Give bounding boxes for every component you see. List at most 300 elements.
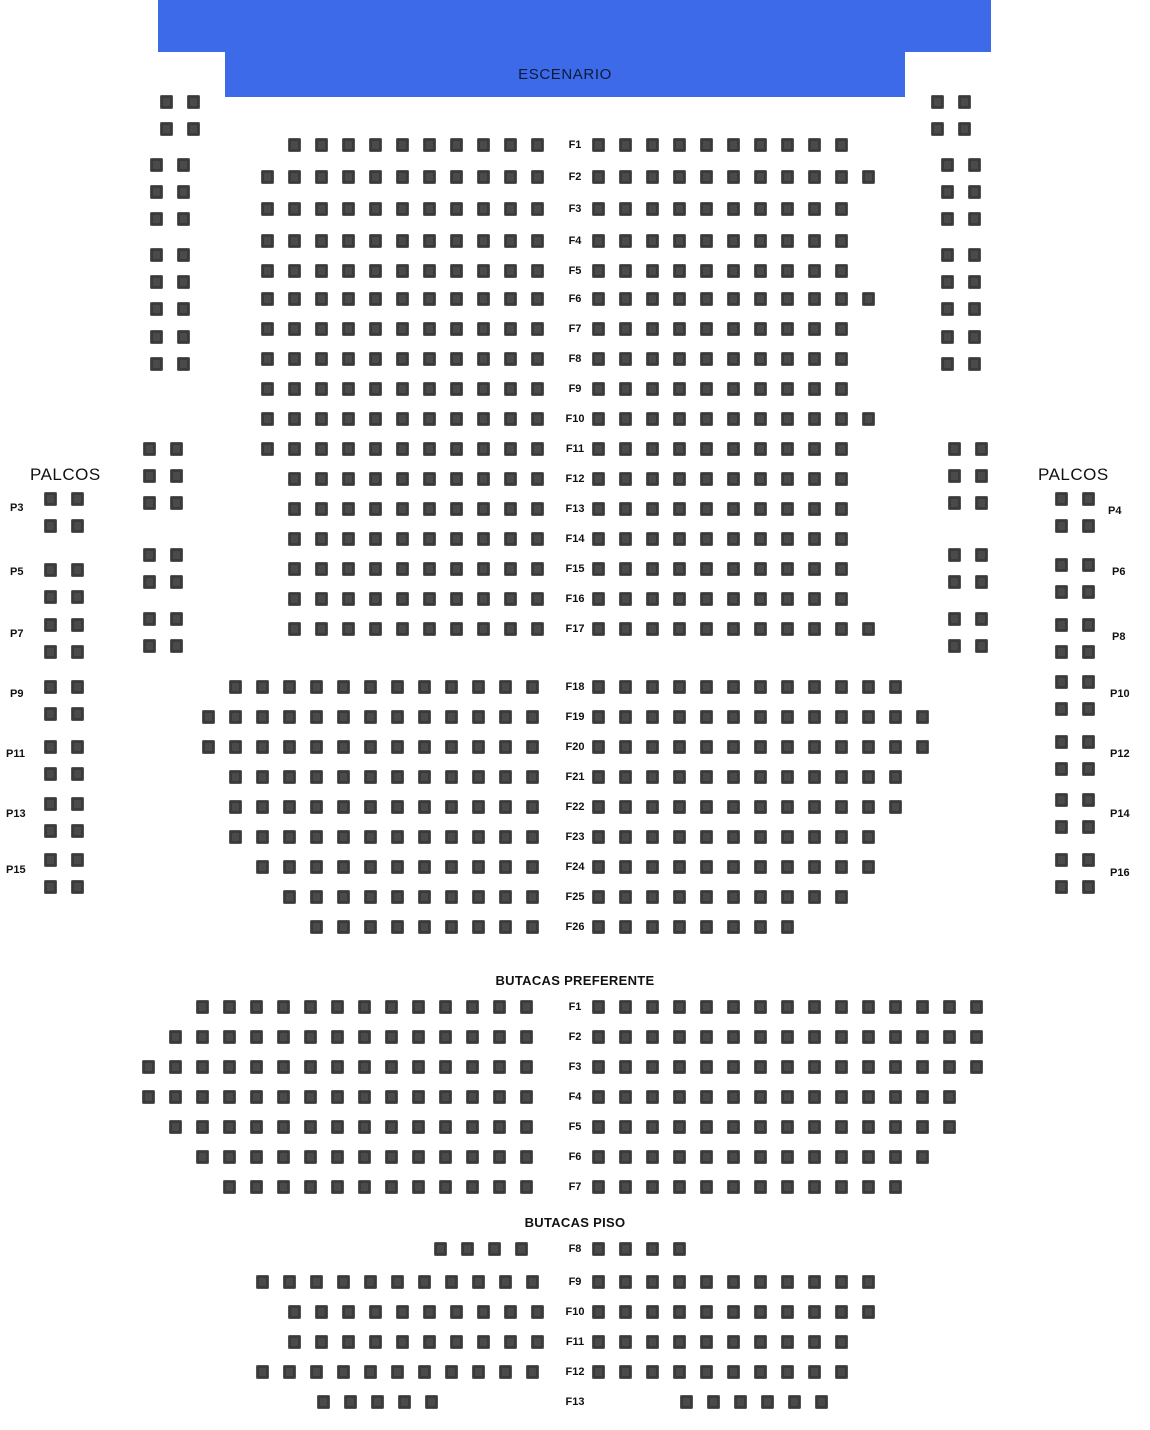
seat-main-F5-L10[interactable] <box>504 264 517 278</box>
seat-main-F1-R3[interactable] <box>646 138 659 152</box>
palco-P9-seat-0-1[interactable] <box>71 680 84 694</box>
seat-preferente-F3-L3[interactable] <box>196 1060 209 1074</box>
seat-main-F18-R3[interactable] <box>646 680 659 694</box>
seat-main-F19-L10[interactable] <box>445 710 458 724</box>
seat-preferente-F4-R1[interactable] <box>592 1090 605 1104</box>
seat-main-F14-L8[interactable] <box>477 532 490 546</box>
seat-main-F8-R5[interactable] <box>700 352 713 366</box>
palco-seat-left-3-1-1[interactable] <box>177 275 190 289</box>
seat-preferente-F3-L6[interactable] <box>277 1060 290 1074</box>
seat-main-F22-L1[interactable] <box>229 800 242 814</box>
palco-P14-seat-0-0[interactable] <box>1055 793 1068 807</box>
seat-main-F6-L7[interactable] <box>423 292 436 306</box>
seat-main-F10-R2[interactable] <box>619 412 632 426</box>
seat-preferente-F3-R5[interactable] <box>700 1060 713 1074</box>
seat-main-F8-L2[interactable] <box>288 352 301 366</box>
seat-main-F2-L9[interactable] <box>477 170 490 184</box>
seat-main-F23-R6[interactable] <box>727 830 740 844</box>
seat-main-F11-L6[interactable] <box>396 442 409 456</box>
seat-preferente-F5-R3[interactable] <box>646 1120 659 1134</box>
seat-main-F7-R4[interactable] <box>673 322 686 336</box>
seat-preferente-F6-L3[interactable] <box>250 1150 263 1164</box>
seat-preferente-F3-L1[interactable] <box>142 1060 155 1074</box>
seat-main-F23-R3[interactable] <box>646 830 659 844</box>
seat-main-F12-L3[interactable] <box>342 472 355 486</box>
seat-main-F2-L7[interactable] <box>423 170 436 184</box>
seat-preferente-F3-L8[interactable] <box>331 1060 344 1074</box>
seat-piso-F11-R1[interactable] <box>592 1335 605 1349</box>
seat-piso-F12-L8[interactable] <box>445 1365 458 1379</box>
seat-main-F11-R7[interactable] <box>754 442 767 456</box>
palco-P16-seat-1-1[interactable] <box>1082 880 1095 894</box>
seat-main-F3-R6[interactable] <box>727 202 740 216</box>
seat-main-F17-L1[interactable] <box>288 622 301 636</box>
seat-main-F5-L1[interactable] <box>261 264 274 278</box>
seat-main-F22-L7[interactable] <box>391 800 404 814</box>
palco-seat-left-3-2-0[interactable] <box>150 302 163 316</box>
seat-main-F16-L7[interactable] <box>450 592 463 606</box>
seat-main-F10-L7[interactable] <box>423 412 436 426</box>
seat-preferente-F1-L7[interactable] <box>358 1000 371 1014</box>
seat-main-F26-R5[interactable] <box>700 920 713 934</box>
seat-main-F15-R5[interactable] <box>700 562 713 576</box>
seat-piso-F9-L3[interactable] <box>310 1275 323 1289</box>
seat-preferente-F3-R8[interactable] <box>781 1060 794 1074</box>
seat-main-F20-R13[interactable] <box>916 740 929 754</box>
seat-preferente-F2-R10[interactable] <box>835 1030 848 1044</box>
seat-preferente-F6-R11[interactable] <box>862 1150 875 1164</box>
seat-preferente-F2-L7[interactable] <box>331 1030 344 1044</box>
seat-preferente-F4-L3[interactable] <box>196 1090 209 1104</box>
palco-P9-seat-1-1[interactable] <box>71 707 84 721</box>
seat-main-F18-L12[interactable] <box>526 680 539 694</box>
seat-main-F5-R1[interactable] <box>592 264 605 278</box>
palco-seat-left-5-2-1[interactable] <box>170 496 183 510</box>
seat-main-F24-R10[interactable] <box>835 860 848 874</box>
seat-main-F3-L3[interactable] <box>315 202 328 216</box>
seat-preferente-F5-L1[interactable] <box>169 1120 182 1134</box>
seat-preferente-F7-R11[interactable] <box>862 1180 875 1194</box>
seat-piso-F12-L3[interactable] <box>310 1365 323 1379</box>
seat-main-F10-R5[interactable] <box>700 412 713 426</box>
seat-preferente-F3-L2[interactable] <box>169 1060 182 1074</box>
seat-preferente-F5-R14[interactable] <box>943 1120 956 1134</box>
seat-preferente-F7-R6[interactable] <box>727 1180 740 1194</box>
seat-main-F4-R2[interactable] <box>619 234 632 248</box>
seat-preferente-F2-L13[interactable] <box>493 1030 506 1044</box>
seat-preferente-F2-L3[interactable] <box>223 1030 236 1044</box>
seat-piso-F10-L3[interactable] <box>342 1305 355 1319</box>
seat-preferente-F7-L5[interactable] <box>331 1180 344 1194</box>
seat-piso-F9-R4[interactable] <box>673 1275 686 1289</box>
seat-main-F22-R10[interactable] <box>835 800 848 814</box>
palco-seat-left-7-1-0[interactable] <box>143 639 156 653</box>
seat-preferente-F4-R2[interactable] <box>619 1090 632 1104</box>
seat-main-F7-L7[interactable] <box>423 322 436 336</box>
palco-P14-seat-0-1[interactable] <box>1082 793 1095 807</box>
seat-preferente-F1-R1[interactable] <box>592 1000 605 1014</box>
seat-main-F6-R9[interactable] <box>808 292 821 306</box>
palco-P3-seat-0-1[interactable] <box>71 492 84 506</box>
palco-P3-seat-0-0[interactable] <box>44 492 57 506</box>
seat-main-F23-L11[interactable] <box>499 830 512 844</box>
seat-piso-F9-L6[interactable] <box>391 1275 404 1289</box>
seat-piso-F13-L2[interactable] <box>344 1395 357 1409</box>
seat-main-F5-L3[interactable] <box>315 264 328 278</box>
seat-main-F16-L8[interactable] <box>477 592 490 606</box>
seat-main-F26-R4[interactable] <box>673 920 686 934</box>
seat-main-F21-R2[interactable] <box>619 770 632 784</box>
seat-main-F24-L6[interactable] <box>391 860 404 874</box>
seat-main-F20-R2[interactable] <box>619 740 632 754</box>
seat-piso-F12-L10[interactable] <box>499 1365 512 1379</box>
seat-main-F23-L12[interactable] <box>526 830 539 844</box>
seat-main-F8-R1[interactable] <box>592 352 605 366</box>
seat-preferente-F4-R10[interactable] <box>835 1090 848 1104</box>
seat-preferente-F6-R6[interactable] <box>727 1150 740 1164</box>
seat-main-F1-L3[interactable] <box>342 138 355 152</box>
seat-main-F16-R10[interactable] <box>835 592 848 606</box>
palco-seat-right-1-0-0[interactable] <box>931 122 944 136</box>
seat-main-F26-R1[interactable] <box>592 920 605 934</box>
seat-preferente-F4-L15[interactable] <box>520 1090 533 1104</box>
seat-main-F21-R10[interactable] <box>835 770 848 784</box>
palco-seat-left-5-0-0[interactable] <box>143 442 156 456</box>
palco-P15-seat-1-1[interactable] <box>71 880 84 894</box>
seat-preferente-F6-L12[interactable] <box>493 1150 506 1164</box>
seat-piso-F9-R10[interactable] <box>835 1275 848 1289</box>
seat-main-F8-L10[interactable] <box>504 352 517 366</box>
seat-main-F9-L7[interactable] <box>423 382 436 396</box>
seat-preferente-F6-R2[interactable] <box>619 1150 632 1164</box>
palco-P4-seat-1-1[interactable] <box>1082 519 1095 533</box>
seat-main-F6-L2[interactable] <box>288 292 301 306</box>
palco-seat-left-4-1-0[interactable] <box>150 357 163 371</box>
seat-preferente-F2-L10[interactable] <box>412 1030 425 1044</box>
seat-preferente-F1-R6[interactable] <box>727 1000 740 1014</box>
seat-main-F17-R3[interactable] <box>646 622 659 636</box>
seat-preferente-F4-R3[interactable] <box>646 1090 659 1104</box>
seat-main-F6-L4[interactable] <box>342 292 355 306</box>
seat-main-F8-L6[interactable] <box>396 352 409 366</box>
seat-main-F7-L2[interactable] <box>288 322 301 336</box>
seat-preferente-F1-R10[interactable] <box>835 1000 848 1014</box>
seat-main-F17-L8[interactable] <box>477 622 490 636</box>
seat-main-F19-R2[interactable] <box>619 710 632 724</box>
seat-main-F19-L12[interactable] <box>499 710 512 724</box>
seat-main-F17-R9[interactable] <box>808 622 821 636</box>
seat-preferente-F6-L6[interactable] <box>331 1150 344 1164</box>
palco-seat-right-4-1-0[interactable] <box>941 357 954 371</box>
seat-main-F7-R1[interactable] <box>592 322 605 336</box>
seat-preferente-F1-L9[interactable] <box>412 1000 425 1014</box>
seat-preferente-F7-L4[interactable] <box>304 1180 317 1194</box>
seat-preferente-F5-L5[interactable] <box>277 1120 290 1134</box>
seat-main-F20-L1[interactable] <box>202 740 215 754</box>
palco-P7-seat-1-0[interactable] <box>44 645 57 659</box>
seat-preferente-F5-L14[interactable] <box>520 1120 533 1134</box>
seat-preferente-F2-R9[interactable] <box>808 1030 821 1044</box>
seat-piso-F12-L1[interactable] <box>256 1365 269 1379</box>
seat-main-F25-L6[interactable] <box>418 890 431 904</box>
palco-seat-right-0-0-1[interactable] <box>958 95 971 109</box>
seat-preferente-F7-R3[interactable] <box>646 1180 659 1194</box>
seat-piso-F13-L4[interactable] <box>398 1395 411 1409</box>
seat-main-F25-L4[interactable] <box>364 890 377 904</box>
seat-main-F15-R2[interactable] <box>619 562 632 576</box>
seat-main-F9-L3[interactable] <box>315 382 328 396</box>
seat-preferente-F3-R13[interactable] <box>916 1060 929 1074</box>
palco-seat-left-2-0-0[interactable] <box>150 158 163 172</box>
seat-main-F24-R1[interactable] <box>592 860 605 874</box>
palco-seat-right-5-0-0[interactable] <box>948 442 961 456</box>
seat-main-F18-L1[interactable] <box>229 680 242 694</box>
seat-preferente-F5-L9[interactable] <box>385 1120 398 1134</box>
seat-piso-F12-R8[interactable] <box>781 1365 794 1379</box>
seat-piso-F9-R8[interactable] <box>781 1275 794 1289</box>
seat-main-F26-L5[interactable] <box>418 920 431 934</box>
palco-P6-seat-0-1[interactable] <box>1082 558 1095 572</box>
seat-main-F6-L11[interactable] <box>531 292 544 306</box>
seat-main-F3-R7[interactable] <box>754 202 767 216</box>
seat-main-F20-R3[interactable] <box>646 740 659 754</box>
seat-main-F22-R1[interactable] <box>592 800 605 814</box>
palco-seat-left-5-0-1[interactable] <box>170 442 183 456</box>
seat-preferente-F6-L5[interactable] <box>304 1150 317 1164</box>
seat-piso-F12-R3[interactable] <box>646 1365 659 1379</box>
seat-main-F19-L7[interactable] <box>364 710 377 724</box>
seat-main-F18-L2[interactable] <box>256 680 269 694</box>
palco-P13-seat-0-0[interactable] <box>44 797 57 811</box>
palco-seat-left-3-1-0[interactable] <box>150 275 163 289</box>
palco-seat-right-3-2-1[interactable] <box>968 302 981 316</box>
seat-main-F10-R3[interactable] <box>646 412 659 426</box>
seat-main-F22-L2[interactable] <box>256 800 269 814</box>
seat-main-F20-R4[interactable] <box>673 740 686 754</box>
seat-preferente-F5-L12[interactable] <box>466 1120 479 1134</box>
palco-seat-right-1-0-1[interactable] <box>958 122 971 136</box>
seat-main-F17-R6[interactable] <box>727 622 740 636</box>
seat-main-F12-R4[interactable] <box>673 472 686 486</box>
seat-preferente-F4-R5[interactable] <box>700 1090 713 1104</box>
seat-main-F12-R8[interactable] <box>781 472 794 486</box>
seat-main-F3-R1[interactable] <box>592 202 605 216</box>
seat-main-F6-L5[interactable] <box>369 292 382 306</box>
seat-main-F5-L9[interactable] <box>477 264 490 278</box>
seat-main-F24-R4[interactable] <box>673 860 686 874</box>
palco-seat-left-6-0-1[interactable] <box>170 548 183 562</box>
seat-main-F23-L6[interactable] <box>364 830 377 844</box>
seat-main-F21-L8[interactable] <box>418 770 431 784</box>
seat-piso-F8-R2[interactable] <box>619 1242 632 1256</box>
seat-main-F18-R5[interactable] <box>700 680 713 694</box>
seat-main-F26-L9[interactable] <box>526 920 539 934</box>
seat-preferente-F6-L2[interactable] <box>223 1150 236 1164</box>
seat-main-F19-L3[interactable] <box>256 710 269 724</box>
seat-preferente-F4-L2[interactable] <box>169 1090 182 1104</box>
seat-piso-F10-L5[interactable] <box>396 1305 409 1319</box>
seat-main-F18-L10[interactable] <box>472 680 485 694</box>
seat-main-F5-L11[interactable] <box>531 264 544 278</box>
seat-preferente-F3-R4[interactable] <box>673 1060 686 1074</box>
seat-main-F15-L7[interactable] <box>450 562 463 576</box>
palco-seat-left-3-0-1[interactable] <box>177 248 190 262</box>
seat-main-F5-R8[interactable] <box>781 264 794 278</box>
seat-main-F2-R10[interactable] <box>835 170 848 184</box>
seat-piso-F9-R11[interactable] <box>862 1275 875 1289</box>
seat-main-F9-L4[interactable] <box>342 382 355 396</box>
seat-main-F4-L7[interactable] <box>423 234 436 248</box>
seat-main-F13-L5[interactable] <box>396 502 409 516</box>
seat-main-F9-R5[interactable] <box>700 382 713 396</box>
palco-seat-right-5-1-1[interactable] <box>975 469 988 483</box>
seat-preferente-F5-R1[interactable] <box>592 1120 605 1134</box>
seat-main-F13-L2[interactable] <box>315 502 328 516</box>
seat-preferente-F7-L11[interactable] <box>493 1180 506 1194</box>
seat-preferente-F6-R3[interactable] <box>646 1150 659 1164</box>
seat-main-F12-L2[interactable] <box>315 472 328 486</box>
palco-seat-left-7-0-0[interactable] <box>143 612 156 626</box>
seat-main-F15-L3[interactable] <box>342 562 355 576</box>
seat-main-F13-R3[interactable] <box>646 502 659 516</box>
seat-preferente-F5-R6[interactable] <box>727 1120 740 1134</box>
seat-main-F4-L11[interactable] <box>531 234 544 248</box>
seat-main-F21-L10[interactable] <box>472 770 485 784</box>
seat-main-F11-R9[interactable] <box>808 442 821 456</box>
seat-main-F5-L2[interactable] <box>288 264 301 278</box>
seat-preferente-F7-L10[interactable] <box>466 1180 479 1194</box>
seat-piso-F11-R8[interactable] <box>781 1335 794 1349</box>
seat-preferente-F7-R12[interactable] <box>889 1180 902 1194</box>
seat-main-F20-L13[interactable] <box>526 740 539 754</box>
seat-main-F21-R4[interactable] <box>673 770 686 784</box>
seat-main-F24-R9[interactable] <box>808 860 821 874</box>
seat-preferente-F1-L4[interactable] <box>277 1000 290 1014</box>
seat-main-F26-R3[interactable] <box>646 920 659 934</box>
palco-P8-seat-1-0[interactable] <box>1055 645 1068 659</box>
seat-main-F2-L8[interactable] <box>450 170 463 184</box>
seat-main-F24-R7[interactable] <box>754 860 767 874</box>
palco-P3-seat-1-0[interactable] <box>44 519 57 533</box>
seat-main-F16-L4[interactable] <box>369 592 382 606</box>
palco-seat-right-5-1-0[interactable] <box>948 469 961 483</box>
seat-preferente-F4-L5[interactable] <box>250 1090 263 1104</box>
seat-main-F22-L5[interactable] <box>337 800 350 814</box>
seat-main-F23-R7[interactable] <box>754 830 767 844</box>
seat-preferente-F4-R9[interactable] <box>808 1090 821 1104</box>
seat-piso-F10-L6[interactable] <box>423 1305 436 1319</box>
seat-piso-F9-R5[interactable] <box>700 1275 713 1289</box>
seat-preferente-F7-R7[interactable] <box>754 1180 767 1194</box>
seat-main-F20-R7[interactable] <box>754 740 767 754</box>
palco-P12-seat-0-0[interactable] <box>1055 735 1068 749</box>
seat-main-F16-R3[interactable] <box>646 592 659 606</box>
seat-main-F15-L5[interactable] <box>396 562 409 576</box>
seat-main-F17-R7[interactable] <box>754 622 767 636</box>
seat-main-F7-L1[interactable] <box>261 322 274 336</box>
seat-main-F25-L10[interactable] <box>526 890 539 904</box>
palco-P12-seat-1-1[interactable] <box>1082 762 1095 776</box>
palco-P15-seat-0-1[interactable] <box>71 853 84 867</box>
seat-main-F20-R6[interactable] <box>727 740 740 754</box>
seat-piso-F11-L3[interactable] <box>342 1335 355 1349</box>
seat-piso-F11-R7[interactable] <box>754 1335 767 1349</box>
palco-P14-seat-1-1[interactable] <box>1082 820 1095 834</box>
seat-main-F19-L5[interactable] <box>310 710 323 724</box>
seat-main-F8-R3[interactable] <box>646 352 659 366</box>
seat-main-F13-R9[interactable] <box>808 502 821 516</box>
seat-preferente-F4-R7[interactable] <box>754 1090 767 1104</box>
seat-preferente-F2-L2[interactable] <box>196 1030 209 1044</box>
seat-main-F18-L6[interactable] <box>364 680 377 694</box>
seat-preferente-F6-L1[interactable] <box>196 1150 209 1164</box>
seat-piso-F10-R5[interactable] <box>700 1305 713 1319</box>
seat-main-F4-L9[interactable] <box>477 234 490 248</box>
seat-main-F1-R4[interactable] <box>673 138 686 152</box>
seat-preferente-F3-L13[interactable] <box>466 1060 479 1074</box>
seat-piso-F13-R3[interactable] <box>734 1395 747 1409</box>
seat-preferente-F2-R3[interactable] <box>646 1030 659 1044</box>
palco-seat-right-2-1-1[interactable] <box>968 185 981 199</box>
seat-piso-F11-R9[interactable] <box>808 1335 821 1349</box>
seat-main-F18-L11[interactable] <box>499 680 512 694</box>
seat-main-F4-R1[interactable] <box>592 234 605 248</box>
seat-main-F19-R8[interactable] <box>781 710 794 724</box>
seat-main-F9-R1[interactable] <box>592 382 605 396</box>
seat-main-F20-R12[interactable] <box>889 740 902 754</box>
seat-preferente-F4-R8[interactable] <box>781 1090 794 1104</box>
seat-main-F2-R2[interactable] <box>619 170 632 184</box>
seat-main-F13-L4[interactable] <box>369 502 382 516</box>
seat-main-F16-R5[interactable] <box>700 592 713 606</box>
seat-preferente-F1-L12[interactable] <box>493 1000 506 1014</box>
seat-main-F20-L4[interactable] <box>283 740 296 754</box>
seat-main-F3-R8[interactable] <box>781 202 794 216</box>
seat-main-F3-L2[interactable] <box>288 202 301 216</box>
seat-main-F2-L4[interactable] <box>342 170 355 184</box>
seat-main-F15-R6[interactable] <box>727 562 740 576</box>
palco-P10-seat-0-0[interactable] <box>1055 675 1068 689</box>
seat-main-F2-R5[interactable] <box>700 170 713 184</box>
seat-preferente-F4-L11[interactable] <box>412 1090 425 1104</box>
seat-main-F19-R4[interactable] <box>673 710 686 724</box>
seat-main-F3-L8[interactable] <box>450 202 463 216</box>
seat-main-F4-L1[interactable] <box>261 234 274 248</box>
seat-main-F7-L11[interactable] <box>531 322 544 336</box>
seat-piso-F13-L5[interactable] <box>425 1395 438 1409</box>
palco-seat-left-2-2-1[interactable] <box>177 212 190 226</box>
seat-preferente-F2-L4[interactable] <box>250 1030 263 1044</box>
seat-main-F10-L9[interactable] <box>477 412 490 426</box>
seat-main-F19-L13[interactable] <box>526 710 539 724</box>
seat-piso-F12-L11[interactable] <box>526 1365 539 1379</box>
palco-P13-seat-0-1[interactable] <box>71 797 84 811</box>
seat-preferente-F5-R13[interactable] <box>916 1120 929 1134</box>
seat-main-F2-L11[interactable] <box>531 170 544 184</box>
seat-preferente-F3-R1[interactable] <box>592 1060 605 1074</box>
seat-main-F14-L4[interactable] <box>369 532 382 546</box>
seat-piso-F11-L2[interactable] <box>315 1335 328 1349</box>
seat-piso-F10-L9[interactable] <box>504 1305 517 1319</box>
seat-main-F19-L4[interactable] <box>283 710 296 724</box>
seat-main-F5-L6[interactable] <box>396 264 409 278</box>
seat-main-F18-L9[interactable] <box>445 680 458 694</box>
seat-main-F8-R9[interactable] <box>808 352 821 366</box>
seat-piso-F12-R2[interactable] <box>619 1365 632 1379</box>
seat-preferente-F2-R1[interactable] <box>592 1030 605 1044</box>
seat-preferente-F1-R15[interactable] <box>970 1000 983 1014</box>
seat-main-F14-L1[interactable] <box>288 532 301 546</box>
